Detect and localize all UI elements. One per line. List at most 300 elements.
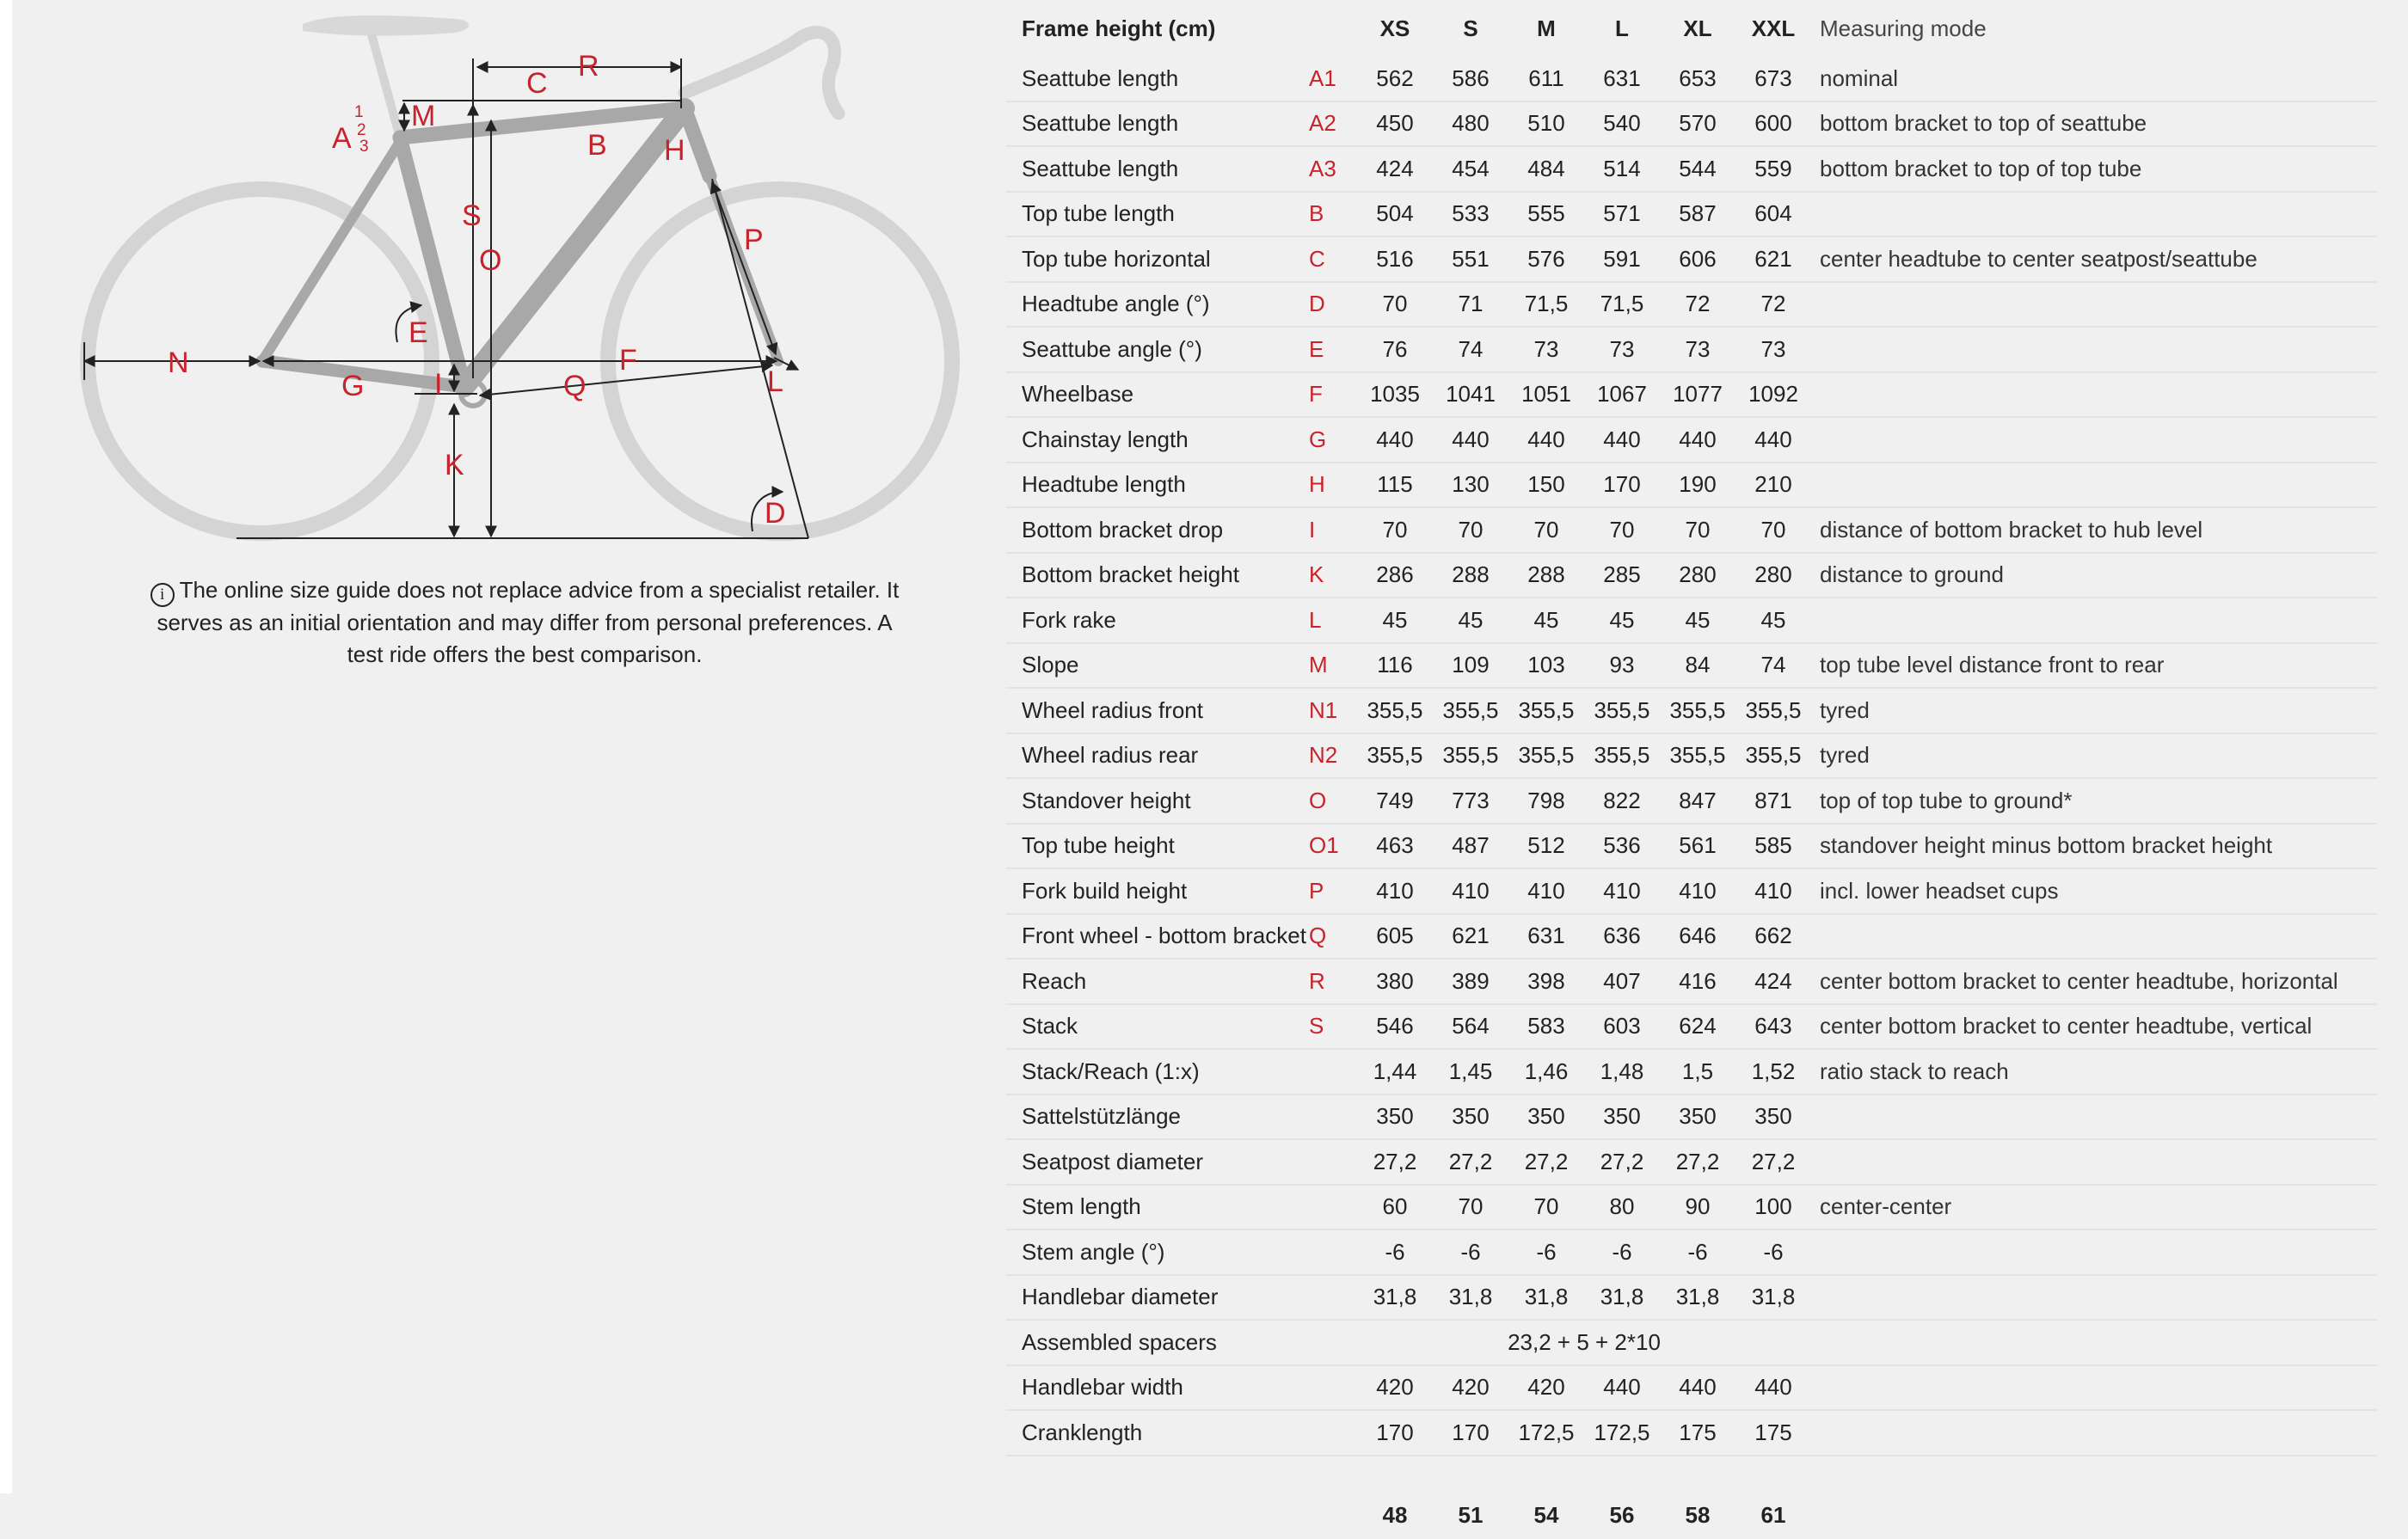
- row-label: Seatpost diameter: [1006, 1139, 1309, 1185]
- row-code: [1309, 1229, 1357, 1275]
- label-r: R: [578, 50, 599, 83]
- row-value: 70: [1433, 1185, 1508, 1230]
- row-value: 93: [1584, 643, 1660, 689]
- row-value: -6: [1433, 1229, 1508, 1275]
- row-value: 570: [1660, 101, 1735, 147]
- row-label: Stack/Reach (1:x): [1006, 1049, 1309, 1094]
- row-value: 280: [1735, 553, 1811, 598]
- label-s: S: [462, 199, 482, 232]
- row-value: 73: [1584, 327, 1660, 372]
- row-code: B: [1309, 192, 1357, 237]
- row-measuring-mode: center bottom bracket to center headtube, vertical: [1811, 1004, 2377, 1050]
- row-value: 631: [1584, 57, 1660, 101]
- table-row: [1006, 1275, 2377, 1321]
- row-value: 621: [1433, 914, 1508, 960]
- row-value: 45: [1584, 598, 1660, 643]
- row-value: 350: [1660, 1094, 1735, 1140]
- row-value: 31,8: [1735, 1275, 1811, 1321]
- row-value: 624: [1660, 1004, 1735, 1050]
- row-value: 74: [1433, 327, 1508, 372]
- left-edge-strip: [0, 0, 12, 1493]
- row-measuring-mode: [1811, 372, 2377, 418]
- row-value: 463: [1357, 824, 1433, 869]
- row-label: Sattelstützlänge: [1006, 1094, 1309, 1140]
- frame-height-value: 58: [1685, 1501, 1711, 1528]
- row-measuring-mode: standover height minus bottom bracket height: [1811, 824, 2377, 869]
- row-label: Bottom bracket drop: [1006, 507, 1309, 553]
- row-value: 410: [1433, 868, 1508, 914]
- row-value: 662: [1735, 914, 1811, 960]
- row-value: 512: [1508, 824, 1584, 869]
- row-value: 355,5: [1735, 688, 1811, 733]
- size-header: XL: [1683, 15, 1712, 41]
- label-b: B: [587, 129, 607, 162]
- row-value: 84: [1660, 643, 1735, 689]
- row-code: [1309, 1049, 1357, 1094]
- row-value: 27,2: [1357, 1139, 1433, 1185]
- row-value: 172,5: [1584, 1410, 1660, 1456]
- row-value: 587: [1660, 192, 1735, 237]
- label-h: H: [664, 134, 685, 167]
- row-value: 536: [1584, 824, 1660, 869]
- row-measuring-mode: tyred: [1811, 688, 2377, 733]
- row-code: R: [1309, 959, 1357, 1004]
- table-row: [1006, 914, 2377, 960]
- row-value: 410: [1584, 868, 1660, 914]
- row-label: Seattube length: [1006, 57, 1309, 101]
- row-measuring-mode: distance of bottom bracket to hub level: [1811, 507, 2377, 553]
- row-measuring-mode: center bottom bracket to center headtube, horizontal: [1811, 959, 2377, 1004]
- row-code: A1: [1309, 57, 1357, 101]
- row-value: -6: [1660, 1229, 1735, 1275]
- row-value: 1051: [1508, 372, 1584, 418]
- row-value: 70: [1508, 1185, 1584, 1230]
- row-measuring-mode: nominal: [1811, 57, 2377, 101]
- row-value: 440: [1660, 1365, 1735, 1411]
- row-code: C: [1309, 236, 1357, 282]
- row-value: 1035: [1357, 372, 1433, 418]
- row-measuring-mode: [1811, 1094, 2377, 1140]
- row-value: -6: [1584, 1229, 1660, 1275]
- row-value: 410: [1508, 868, 1584, 914]
- row-value: 71,5: [1584, 282, 1660, 328]
- size-header: S: [1463, 15, 1478, 41]
- row-value: 70: [1735, 507, 1811, 553]
- label-a: A: [332, 122, 352, 155]
- row-value: -6: [1508, 1229, 1584, 1275]
- row-value: 73: [1660, 327, 1735, 372]
- row-value: 73: [1735, 327, 1811, 372]
- size-header: M: [1537, 15, 1556, 41]
- label-f: F: [619, 344, 637, 377]
- row-value: 109: [1433, 643, 1508, 689]
- row-value: 585: [1735, 824, 1811, 869]
- frame-height-value: 51: [1458, 1501, 1484, 1528]
- row-value: 190: [1660, 463, 1735, 508]
- row-value: 350: [1357, 1094, 1433, 1140]
- row-value: 380: [1357, 959, 1433, 1004]
- row-value: 559: [1735, 146, 1811, 192]
- row-value: 74: [1735, 643, 1811, 689]
- row-measuring-mode: [1811, 282, 2377, 328]
- row-value: 606: [1660, 236, 1735, 282]
- row-value: 440: [1508, 417, 1584, 463]
- row-value: 60: [1357, 1185, 1433, 1230]
- row-value: 350: [1433, 1094, 1508, 1140]
- row-label: Front wheel - bottom bracket: [1006, 914, 1309, 960]
- row-measuring-mode: [1811, 1365, 2377, 1411]
- row-label: Fork rake: [1006, 598, 1309, 643]
- row-value: 561: [1660, 824, 1735, 869]
- row-value: 389: [1433, 959, 1508, 1004]
- table-row: [1006, 507, 2377, 553]
- table-row: [1006, 1410, 2377, 1456]
- table-row: [1006, 417, 2377, 463]
- row-value: 1,44: [1357, 1049, 1433, 1094]
- row-measuring-mode: center headtube to center seatpost/seattube: [1811, 236, 2377, 282]
- bike-geometry-diagram: [69, 0, 980, 559]
- row-value: 355,5: [1357, 688, 1433, 733]
- table-row: [1006, 1185, 2377, 1230]
- row-value: 420: [1433, 1365, 1508, 1411]
- label-k: K: [445, 449, 464, 481]
- row-value: 355,5: [1508, 688, 1584, 733]
- row-label: Assembled spacers: [1006, 1320, 1309, 1365]
- table-row: [1006, 463, 2377, 508]
- row-code: K: [1309, 553, 1357, 598]
- row-code: O1: [1309, 824, 1357, 869]
- row-value: 70: [1508, 507, 1584, 553]
- row-value: 72: [1735, 282, 1811, 328]
- row-value: 621: [1735, 236, 1811, 282]
- row-measuring-mode: [1811, 1229, 2377, 1275]
- row-code: O: [1309, 778, 1357, 824]
- row-value: 288: [1433, 553, 1508, 598]
- row-value: 646: [1660, 914, 1735, 960]
- table-row: [1006, 192, 2377, 237]
- row-value: 564: [1433, 1004, 1508, 1050]
- row-code: A2: [1309, 101, 1357, 147]
- row-value: 71,5: [1508, 282, 1584, 328]
- row-value: 355,5: [1433, 733, 1508, 779]
- footer-spacer: [1309, 1456, 1357, 1539]
- row-measuring-mode: tyred: [1811, 733, 2377, 779]
- frame-height-footer-row: [1006, 1456, 2377, 1539]
- row-label: Stack: [1006, 1004, 1309, 1050]
- row-measuring-mode: [1811, 1320, 2377, 1365]
- table-row: [1006, 553, 2377, 598]
- row-code: [1309, 1094, 1357, 1140]
- row-value: 636: [1584, 914, 1660, 960]
- row-value: 1077: [1660, 372, 1735, 418]
- row-label: Reach: [1006, 959, 1309, 1004]
- row-label: Cranklength: [1006, 1410, 1309, 1456]
- label-g: G: [341, 370, 365, 402]
- row-value: 27,2: [1508, 1139, 1584, 1185]
- row-value: 31,8: [1508, 1275, 1584, 1321]
- row-value: 45: [1660, 598, 1735, 643]
- row-value: 350: [1735, 1094, 1811, 1140]
- table-row: [1006, 282, 2377, 328]
- row-value: 440: [1584, 1365, 1660, 1411]
- row-value: 798: [1508, 778, 1584, 824]
- label-a2: 2: [357, 121, 366, 139]
- row-value-span: 23,2 + 5 + 2*10: [1357, 1320, 1811, 1365]
- table-row: [1006, 372, 2377, 418]
- row-measuring-mode: [1811, 327, 2377, 372]
- row-code: [1309, 1139, 1357, 1185]
- row-measuring-mode: bottom bracket to top of seattube: [1811, 101, 2377, 147]
- row-code: L: [1309, 598, 1357, 643]
- row-code: [1309, 1185, 1357, 1230]
- row-value: 847: [1660, 778, 1735, 824]
- row-label: Top tube horizontal: [1006, 236, 1309, 282]
- row-value: 355,5: [1508, 733, 1584, 779]
- row-value: 31,8: [1357, 1275, 1433, 1321]
- table-row: [1006, 236, 2377, 282]
- row-code: G: [1309, 417, 1357, 463]
- label-c: C: [526, 67, 548, 100]
- table-row: [1006, 824, 2377, 869]
- row-value: 576: [1508, 236, 1584, 282]
- row-value: 103: [1508, 643, 1584, 689]
- row-code: A3: [1309, 146, 1357, 192]
- row-value: 1,46: [1508, 1049, 1584, 1094]
- row-value: 611: [1508, 57, 1584, 101]
- row-value: 749: [1357, 778, 1433, 824]
- row-value: 562: [1357, 57, 1433, 101]
- table-row: [1006, 1320, 2377, 1365]
- row-code: Q: [1309, 914, 1357, 960]
- row-value: 631: [1508, 914, 1584, 960]
- row-label: Top tube length: [1006, 192, 1309, 237]
- row-label: Headtube length: [1006, 463, 1309, 508]
- row-value: 440: [1735, 1365, 1811, 1411]
- row-value: 544: [1660, 146, 1735, 192]
- row-value: 416: [1660, 959, 1735, 1004]
- frame-height-value: 54: [1533, 1501, 1559, 1528]
- row-measuring-mode: ratio stack to reach: [1811, 1049, 2377, 1094]
- row-measuring-mode: incl. lower headset cups: [1811, 868, 2377, 914]
- table-row: [1006, 643, 2377, 689]
- table-row: [1006, 688, 2377, 733]
- row-value: 116: [1357, 643, 1433, 689]
- row-value: 45: [1735, 598, 1811, 643]
- info-icon: i: [150, 583, 175, 607]
- size-header: L: [1615, 15, 1629, 41]
- row-value: 27,2: [1660, 1139, 1735, 1185]
- row-value: 604: [1735, 192, 1811, 237]
- row-value: 440: [1584, 417, 1660, 463]
- row-value: 653: [1660, 57, 1735, 101]
- row-value: 70: [1433, 507, 1508, 553]
- row-value: 115: [1357, 463, 1433, 508]
- row-value: 355,5: [1660, 733, 1735, 779]
- label-o: O: [479, 244, 502, 277]
- geometry-table: [1006, 0, 2377, 1539]
- measuring-mode-header: Measuring mode: [1820, 15, 1987, 41]
- saddle: [303, 15, 469, 35]
- table-row: [1006, 1139, 2377, 1185]
- row-value: 70: [1584, 507, 1660, 553]
- frame-height-value: 56: [1609, 1501, 1635, 1528]
- label-q: Q: [563, 370, 587, 402]
- row-value: 410: [1735, 868, 1811, 914]
- row-value: 355,5: [1660, 688, 1735, 733]
- row-value: 31,8: [1433, 1275, 1508, 1321]
- row-value: 440: [1735, 417, 1811, 463]
- row-value: 45: [1508, 598, 1584, 643]
- row-value: 70: [1660, 507, 1735, 553]
- footer-spacer: [1811, 1456, 2377, 1539]
- label-l: L: [767, 365, 783, 398]
- row-value: 555: [1508, 192, 1584, 237]
- row-code: H: [1309, 463, 1357, 508]
- row-label: Headtube angle (°): [1006, 282, 1309, 328]
- table-row: [1006, 1365, 2377, 1411]
- row-code: [1309, 1320, 1357, 1365]
- row-code: N2: [1309, 733, 1357, 779]
- row-value: 583: [1508, 1004, 1584, 1050]
- table-row: [1006, 1229, 2377, 1275]
- row-value: 27,2: [1584, 1139, 1660, 1185]
- row-measuring-mode: top tube level distance front to rear: [1811, 643, 2377, 689]
- row-label: Stem angle (°): [1006, 1229, 1309, 1275]
- row-code: N1: [1309, 688, 1357, 733]
- row-value: 350: [1584, 1094, 1660, 1140]
- row-value: 31,8: [1660, 1275, 1735, 1321]
- row-label: Wheel radius rear: [1006, 733, 1309, 779]
- row-value: 420: [1508, 1365, 1584, 1411]
- row-value: 100: [1735, 1185, 1811, 1230]
- label-m: M: [411, 100, 436, 132]
- row-value: 480: [1433, 101, 1508, 147]
- row-measuring-mode: top of top tube to ground*: [1811, 778, 2377, 824]
- row-value: 424: [1357, 146, 1433, 192]
- row-label: Chainstay length: [1006, 417, 1309, 463]
- row-value: 170: [1357, 1410, 1433, 1456]
- row-value: 170: [1433, 1410, 1508, 1456]
- table-row: [1006, 1094, 2377, 1140]
- table-row: [1006, 868, 2377, 914]
- row-label: Wheelbase: [1006, 372, 1309, 418]
- label-p: P: [744, 224, 764, 256]
- row-value: 440: [1660, 417, 1735, 463]
- size-header: XS: [1379, 15, 1410, 41]
- row-value: 1092: [1735, 372, 1811, 418]
- row-value: 31,8: [1584, 1275, 1660, 1321]
- row-measuring-mode: [1811, 1275, 2377, 1321]
- row-value: 150: [1508, 463, 1584, 508]
- row-value: 1041: [1433, 372, 1508, 418]
- row-label: Seattube angle (°): [1006, 327, 1309, 372]
- row-code: I: [1309, 507, 1357, 553]
- row-value: 546: [1357, 1004, 1433, 1050]
- row-value: -6: [1735, 1229, 1811, 1275]
- table-row: [1006, 327, 2377, 372]
- row-measuring-mode: distance to ground: [1811, 553, 2377, 598]
- table-row: [1006, 146, 2377, 192]
- row-label: Bottom bracket height: [1006, 553, 1309, 598]
- label-d: D: [765, 497, 786, 530]
- row-code: S: [1309, 1004, 1357, 1050]
- row-value: 571: [1584, 192, 1660, 237]
- table-row: [1006, 598, 2377, 643]
- row-value: 170: [1584, 463, 1660, 508]
- frame-height-value: 61: [1760, 1501, 1786, 1528]
- row-code: [1309, 1365, 1357, 1411]
- row-value: 70: [1357, 282, 1433, 328]
- frame-height-value: 48: [1382, 1501, 1408, 1528]
- row-value: 551: [1433, 236, 1508, 282]
- row-value: 398: [1508, 959, 1584, 1004]
- row-value: 90: [1660, 1185, 1735, 1230]
- row-value: 540: [1584, 101, 1660, 147]
- row-value: 484: [1508, 146, 1584, 192]
- row-label: Top tube height: [1006, 824, 1309, 869]
- label-i: I: [434, 368, 443, 401]
- row-value: 27,2: [1735, 1139, 1811, 1185]
- row-value: 440: [1357, 417, 1433, 463]
- row-value: 410: [1660, 868, 1735, 914]
- code-header: [1309, 0, 1357, 57]
- row-value: 533: [1433, 192, 1508, 237]
- table-row: [1006, 1049, 2377, 1094]
- row-value: -6: [1357, 1229, 1433, 1275]
- row-value: 600: [1735, 101, 1811, 147]
- label-a1: 1: [354, 103, 364, 121]
- row-value: 1,48: [1584, 1049, 1660, 1094]
- row-value: 130: [1433, 463, 1508, 508]
- row-value: 70: [1357, 507, 1433, 553]
- row-value: 643: [1735, 1004, 1811, 1050]
- row-measuring-mode: [1811, 1410, 2377, 1456]
- table-row: [1006, 778, 2377, 824]
- row-label: Handlebar width: [1006, 1365, 1309, 1411]
- row-value: 1,52: [1735, 1049, 1811, 1094]
- label-e: E: [408, 316, 428, 349]
- row-value: 504: [1357, 192, 1433, 237]
- row-label: Standover height: [1006, 778, 1309, 824]
- row-value: 410: [1357, 868, 1433, 914]
- row-value: 280: [1660, 553, 1735, 598]
- row-value: 487: [1433, 824, 1508, 869]
- frame-height-header: Frame height (cm): [1022, 15, 1216, 41]
- row-value: 45: [1433, 598, 1508, 643]
- disclaimer-text: The online size guide does not replace advice from a specialist retailer. It serves as an initial orientation and may differ from personal preferences. A test ride offers the best comparison.: [157, 577, 900, 667]
- row-value: 210: [1735, 463, 1811, 508]
- row-value: 454: [1433, 146, 1508, 192]
- handlebar: [685, 33, 838, 113]
- table-row: [1006, 1004, 2377, 1050]
- row-value: 72: [1660, 282, 1735, 328]
- row-value: 355,5: [1584, 733, 1660, 779]
- dim-p: [712, 182, 776, 354]
- size-guide-disclaimer: [138, 574, 912, 671]
- row-value: 420: [1357, 1365, 1433, 1411]
- row-code: [1309, 1410, 1357, 1456]
- row-measuring-mode: [1811, 417, 2377, 463]
- row-label: Slope: [1006, 643, 1309, 689]
- table-row: [1006, 57, 2377, 101]
- row-code: [1309, 1275, 1357, 1321]
- row-value: 424: [1735, 959, 1811, 1004]
- row-value: 1,45: [1433, 1049, 1508, 1094]
- row-value: 175: [1735, 1410, 1811, 1456]
- row-value: 510: [1508, 101, 1584, 147]
- row-value: 80: [1584, 1185, 1660, 1230]
- row-measuring-mode: [1811, 463, 2377, 508]
